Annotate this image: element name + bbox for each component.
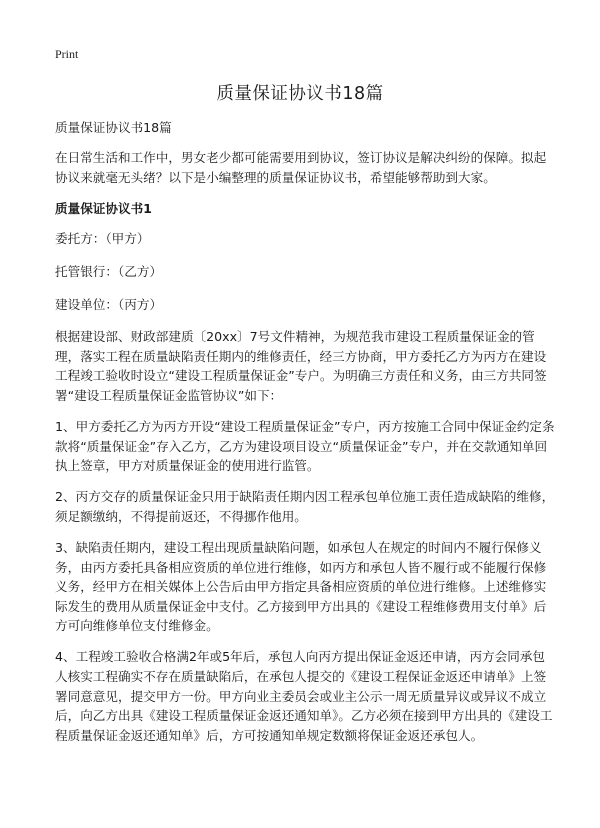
print-link[interactable]: Print [55,47,79,61]
document-subtitle: 质量保证协议书18篇 [55,120,172,135]
party-custodian-bank: 托管银行：（乙方） [55,263,163,279]
document-title: 质量保证协议书18篇 [216,84,384,104]
body-paragraph: 根据建设部、财政部建质〔20xx〕7号文件精神，为规范我市建设工程质量保证金的管理，落实工程在质量缺陷责任期内的维修责任，经三方协商，甲方委托乙方为丙方在建设工程竣工验收时设立“建设工程质量保证金”专户。为明确三方责任和义务，由三方共同签署“建设工程质量保证金监管协议”如下： [55,329,547,403]
party-client: 委托方：（甲方） [55,231,150,247]
intro-paragraph: 在日常生活和工作中，男女老少都可能需要用到协议，签订协议是解决纠纷的保障。拟起协议来就毫无头绪？以下是小编整理的质量保证协议书，希望能够帮助到大家。 [55,150,547,185]
document-body [55,118,555,757]
clause-2: 2、丙方交存的质量保证金只用于缺陷责任期内因工程承包单位施工责任造成缺陷的维修，须足额缴纳，不得提前返还，不得挪作他用。 [55,489,555,524]
section-heading: 质量保证协议书1 [55,200,152,216]
clause-4: 4、工程竣工验收合格满2年或5年后，承包人向丙方提出保证金返还申请，丙方会同承包人核实工程确实不存在质量缺陷后，在承包人提交的《建设工程保证金返还申请单》上签署同意意见，提交甲方一份。甲方向业主委员会或业主公示一周无质量异议或异议不成立后，向乙方出具《建设工程质量保证金返还通知单》。乙方必须在接到甲方出具的《建设工程质量保证金返还通知单》后，方可按通知单规定数额将保证金返还承包人。 [55,649,553,743]
party-construction-unit: 建设单位：（丙方） [55,296,163,312]
clause-3: 3、缺陷责任期内，建设工程出现质量缺陷问题，如承包人在规定的时间内不履行保修义务，由丙方委托具备相应资质的单位进行维修，如丙方和承包人皆不履行或不能履行保修义务，经甲方在相关媒体上公告后由甲方指定具备相应资质的单位进行维修。上述维修实际发生的费用从质量保证金中支付。乙方接到甲方出具的《建设工程维修费用支付单》后方可向维修单位支付维修金。 [55,540,547,634]
clause-1: 1、甲方委托乙方为丙方开设“建设工程质量保证金”专户，丙方按施工合同中保证金约定条款将“质量保证金”存入乙方，乙方为建设项目设立“质量保证金”专户，并在交款通知单回执上签章，甲方对质量保证金的使用进行监管。 [55,419,555,474]
